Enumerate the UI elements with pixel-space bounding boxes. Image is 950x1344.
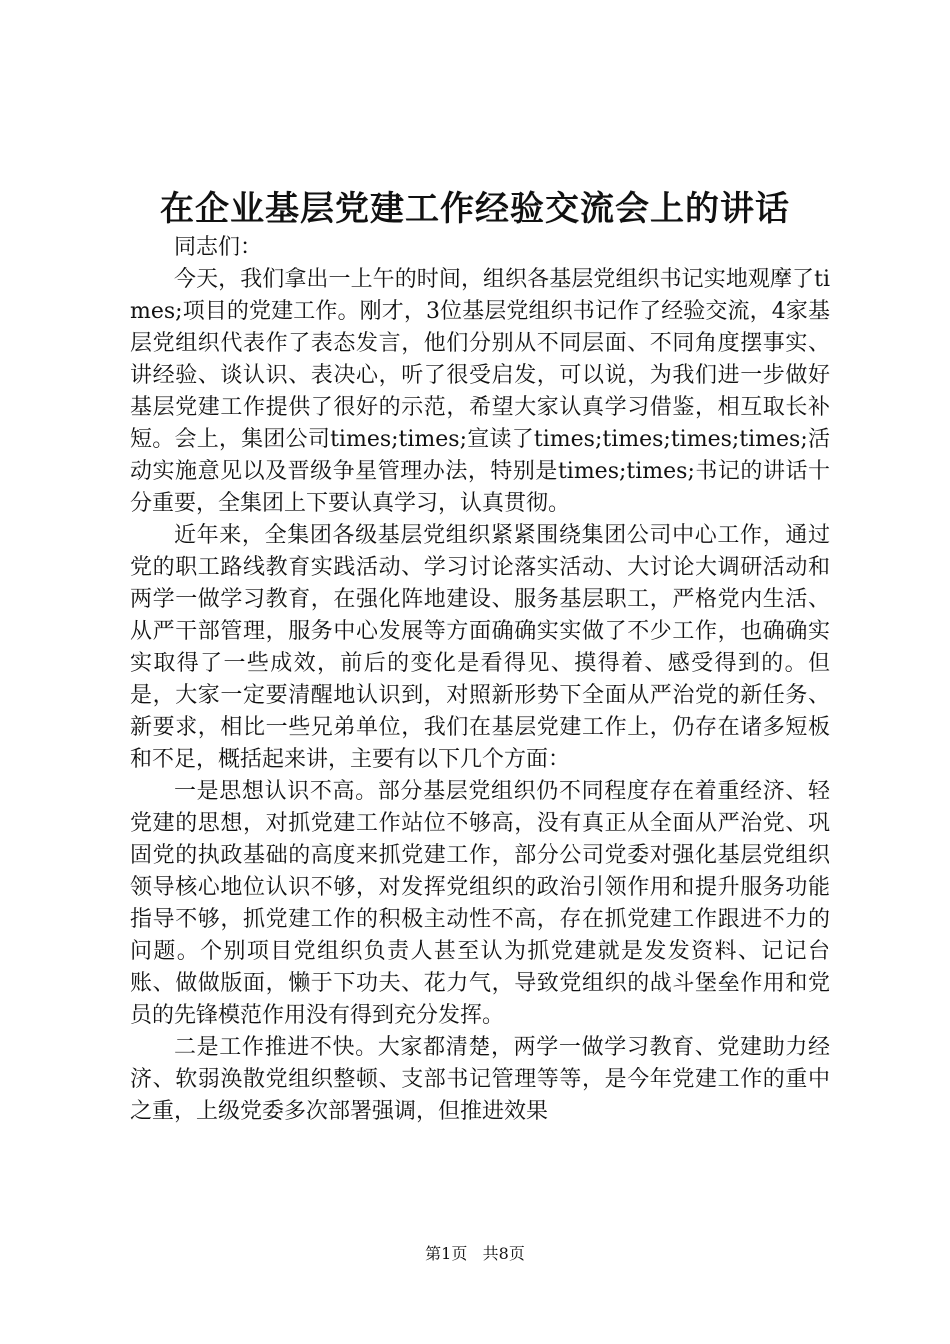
paragraph: 近年来，全集团各级基层党组织紧紧围绕集团公司中心工作，通过党的职工路线教育实践活动、学习讨论落实活动、大讨论大调研活动和两学一做学习教育，在强化阵地建设、服务基层职工，严格党内生活、从严干部管理，服务中心发展等方面确确实实做了不少工作，也确确实实取得了一些成效，前后的变化是看得见、摸得着、感受得到的。但是，大家一定要清醒地认识到，对照新形势下全面从严治党的新任务、新要求，相比一些兄弟单位，我们在基层党建工作上，仍存在诸多短板和不足，概括起来讲，主要有以下几个方面： bbox=[130, 523, 830, 772]
salutation: 同志们： bbox=[174, 235, 263, 260]
document-title: 在企业基层党建工作经验交流会上的讲话 bbox=[160, 189, 790, 229]
paragraph: 今天，我们拿出一上午的时间，组织各基层党组织书记实地观摩了times;项目的党建工作。刚才，3位基层党组织书记作了经验交流，4家基层党组织代表作了表态发言，他们分别从不同层面、不同角度摆事实、讲经验、谈认识、表决心，听了很受启发，可以说，为我们进一步做好基层党建工作提供了很好的示范，希望大家认真学习借鉴，相互取长补短。会上，集团公司times;times;宣读了times;times;times;times;活动实施意见以及晋级争星管理办法，特别是times;times;书记的讲话十分重要，全集团上下要认真学习，认真贯彻。 bbox=[130, 267, 830, 516]
page-number: 第1页 bbox=[425, 1244, 468, 1263]
paragraph: 一是思想认识不高。部分基层党组织仍不同程度存在着重经济、轻党建的思想，对抓党建工作站位不够高，没有真正从全面从严治党、巩固党的执政基础的高度来抓党建工作，部分公司党委对强化基层党组织领导核心地位认识不够，对发挥党组织的政治引领作用和提升服务功能指导不够，抓党建工作的积极主动性不高，存在抓党建工作跟进不力的问题。个别项目党组织负责人甚至认为抓党建就是发发资料、记记台账、做做版面，懒于下功夫、花力气，导致党组织的战斗堡垒作用和党员的先锋模范作用没有得到充分发挥。 bbox=[130, 779, 830, 1028]
page-total: 共8页 bbox=[482, 1244, 525, 1263]
document-body bbox=[130, 232, 830, 1128]
page-separator bbox=[472, 1244, 477, 1263]
paragraph: 二是工作推进不快。大家都清楚，两学一做学习教育、党建助力经济、软弱涣散党组织整顿、支部书记管理等等，是今年党建工作的重中之重，上级党委多次部署强调，但推进效果 bbox=[130, 1035, 830, 1124]
page-footer bbox=[0, 1243, 950, 1265]
